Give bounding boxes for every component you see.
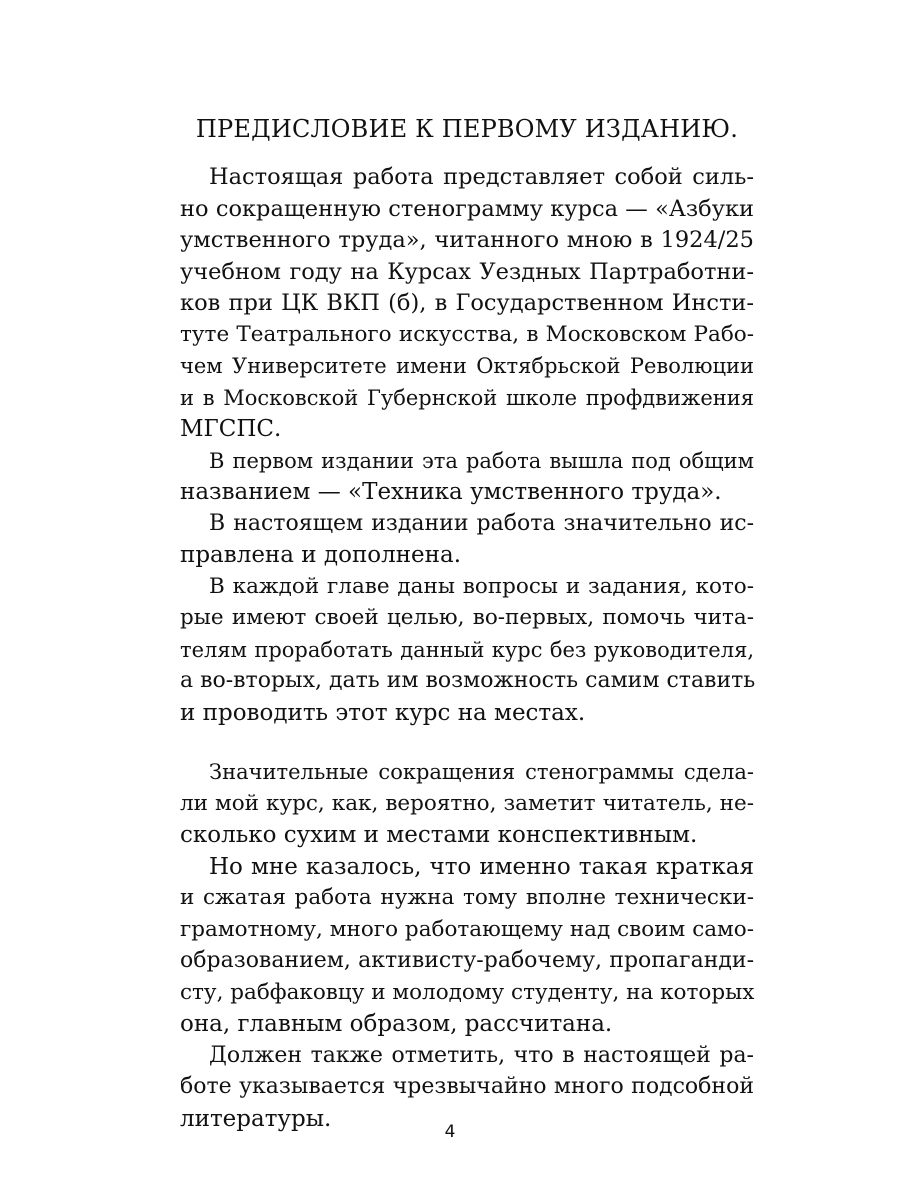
- paragraph-1-line-8: и в Московской Губернской школе профдвижения: [180, 385, 754, 410]
- paragraph-1-line-4: учебном году на Курсах Уездных Партработни-: [180, 258, 754, 285]
- page-number: 4: [444, 1122, 456, 1142]
- paragraph-3-line-1: В настоящем издании работа значительно ис-: [209, 510, 754, 536]
- paragraph-7-line-2: боте указывается чрезвычайно много подсобной: [180, 1074, 754, 1099]
- paragraph-5-line-2: ли мой курс, как, вероятно, заметит читатель, не-: [180, 790, 754, 816]
- paragraph-4-line-1: В каждой главе даны вопросы и задания, кото-: [209, 573, 754, 599]
- paragraph-2-line-2: названием — «Техника умственного труда».: [180, 479, 722, 505]
- paragraph-1-line-9: МГСПС.: [180, 416, 282, 442]
- paragraph-7-line-3: литературы.: [180, 1105, 332, 1132]
- paragraph-5-line-1: Значительные сокращения стенограммы сдела-: [209, 760, 754, 784]
- paragraph-6-line-6: она, главным образом, рассчитана.: [180, 1011, 613, 1037]
- paragraph-6-line-2: и сжатая работа нужна тому вполне технически-: [180, 885, 754, 910]
- paragraph-1-line-2: но сокращенную стенограмму курса — «Азбуки: [180, 195, 754, 222]
- paragraph-1-line-5: ков при ЦК ВКП (б), в Государственном Инсти-: [180, 290, 754, 316]
- paragraph-4-line-2: рые имеют своей целью, во-первых, помочь чита-: [180, 605, 754, 630]
- paragraph-4-line-3: телям проработать данный курс без руководителя,: [180, 637, 754, 662]
- paragraph-6-line-3: грамотному, много работающему над своим само-: [180, 916, 754, 942]
- paragraph-4-line-5: и проводить этот курс на местах.: [180, 699, 586, 726]
- paragraph-7-line-1: Должен также отметить, что в настоящей ра-: [209, 1042, 754, 1068]
- paragraph-4-line-4: а во-вторых, дать им возможность самим ставить: [180, 668, 756, 693]
- paragraph-6-line-4: образованием, активисту-рабочему, пропаганди-: [180, 948, 754, 973]
- paragraph-6-line-1: Но мне казалось, что именно такая краткая: [209, 853, 754, 880]
- paragraph-1-line-1: Настоящая работа представляет собой силь-: [209, 164, 754, 190]
- paragraph-3-line-2: правлена и дополнена.: [180, 542, 462, 568]
- paragraph-5-line-3: сколько сухим и местами конспективным.: [180, 822, 698, 848]
- paragraph-2-line-1: В первом издании эта работа вышла под общим: [209, 448, 754, 473]
- page-title: ПРЕДИСЛОВИЕ К ПЕРВОМУ ИЗДАНИЮ.: [195, 115, 739, 143]
- paragraph-1-line-3: умственного труда», читанного мною в 1924/25: [180, 227, 754, 253]
- paragraph-6-line-5: сту, рабфаковцу и молодому студенту, на которых: [180, 979, 755, 1005]
- paragraph-1-line-6: туте Театрального искусства, в Московском Рабо-: [180, 321, 754, 347]
- paragraph-1-line-7: чем Университете имени Октябрьской Революции: [180, 354, 754, 378]
